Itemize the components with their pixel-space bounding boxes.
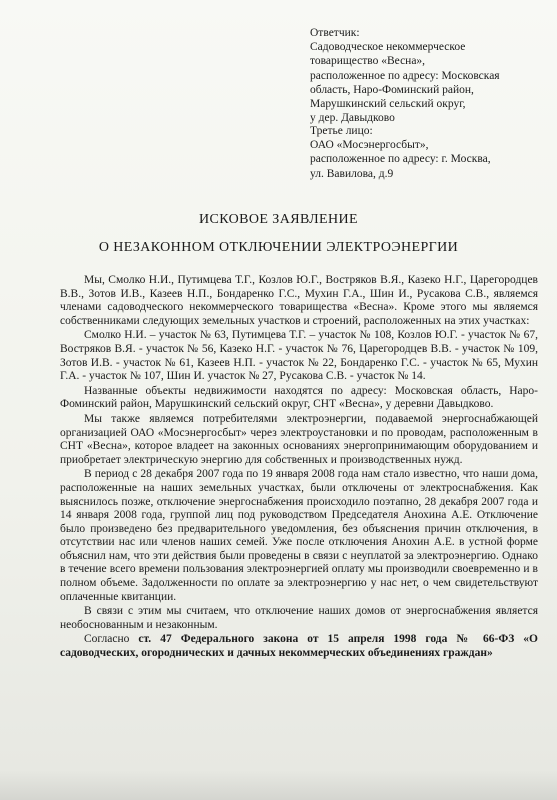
body-paragraph: В период с 28 декабря 2007 года по 19 января 2008 года нам стало известно, что наши дома, расположенные на наших земельных участках, были отключены от электроснабжения. Как выяснилось позже, отключение энергоснабжения происходило поэтапно, 28 декабря 2007 года и 14 января 2008 года, группой лиц под руководством Председателя Анохина А.Е. Отключение было произведено без предварительного уведомления, без объяснения причин отключения, в отсутствии нас или членов наших семей. Уже после отключения Анохин А.Е. в устной форме объяснил нам, что эти действия были проведены в связи с неуплатой за электроэнергию. Однако в течение всего времени пользования электроэнергией оплату мы производили своевременно и в полном объеме. Задолженности по оплате за электроэнергию у нас нет, о чем свидетельствуют оплаченные квитанции.	[60, 468, 538, 603]
respondent-line: Марушкинский сельский округ,	[310, 98, 466, 111]
respondent-line: область, Наро-Фоминский район,	[310, 83, 474, 96]
respondent-line: товарищество «Весна»,	[310, 55, 426, 68]
respondent-block	[310, 26, 500, 125]
body-paragraph: Мы, Смолко Н.И., Путимцева Т.Г., Козлов Ю.Г., Востряков В.Я., Казеко Н.Г., Царегородцев В.В., Зотов И.В., Казеев Н.П., Бондаренко Г.С., Мухин Г.А., Шин И., Русакова С.В., являемся членами садоводческого некоммерческого товарищества «Весна». Кроме этого мы являемся собственниками следующих земельных участков и строений, расположенных на этих участках:	[60, 274, 538, 327]
law-reference: ст. 47 Федерального закона от 15 апреля 1998 года № 66-ФЗ «О садоводческих, огороднических и дачных некоммерческих объединениях граждан»	[60, 633, 538, 660]
body-paragraph: Мы также являемся потребителями электроэнергии, подаваемой энергоснабжающей организацией ОАО «Мосэнергосбыт» через электроустановки и по проводам, расположенным в СНТ «Весна», которое владеет на законных основаниях энергопринимающим оборудованием и приобретает электрическую энергию для собственных и производственных нужд.	[60, 412, 538, 466]
respondent-line: Садоводческое некоммерческое	[310, 41, 466, 54]
body-paragraph: В связи с этим мы считаем, что отключение наших домов от энергоснабжения является необоснованным и незаконным.	[60, 605, 538, 631]
document-title: ИСКОВОЕ ЗАЯВЛЕНИЕ	[199, 212, 358, 227]
third-party-block	[310, 124, 491, 181]
respondent-line: у дер. Давыдково	[310, 112, 395, 125]
third-party-line: ОАО «Мосэнергосбыт»,	[310, 139, 429, 152]
body-paragraph-last	[60, 633, 538, 660]
respondent-line: Ответчик:	[310, 27, 360, 39]
third-party-line: расположенное по адресу: г. Москва,	[310, 153, 491, 166]
third-party-line: ул. Вавилова, д.9	[310, 167, 394, 180]
third-party-line: Третье лицо:	[310, 125, 373, 137]
respondent-line: расположенное по адресу: Московская	[310, 69, 500, 82]
document-body	[60, 274, 538, 662]
body-paragraph: Смолко Н.И. – участок № 63, Путимцева Т.Г. – участок № 108, Козлов Ю.Г. - участок № 67, Востряков В.Я. - участок № 56, Казеко Н.Г. - участок № 76, Царегородцев В.В. - участок № 109, Зотов И.В. - участок № 61, Казеев Н.П. - участок № 22, Бондаренко Г.С. - участок № 65, Мухин Г.А. - участок № 107, Шин И. участок № 27, Русакова С.В. - участок № 14.	[60, 329, 538, 383]
last-paragraph-prefix: Согласно	[84, 633, 139, 646]
page-bottom-shadow	[0, 770, 557, 800]
document-subtitle: О НЕЗАКОННОМ ОТКЛЮЧЕНИИ ЭЛЕКТРОЭНЕРГИИ	[98, 240, 459, 255]
body-paragraph: Названные объекты недвижимости находятся по адресу: Московская область, Наро-Фоминский район, Марушкинский сельский округ, СНТ «Весна», у деревни Давыдково.	[60, 384, 538, 411]
